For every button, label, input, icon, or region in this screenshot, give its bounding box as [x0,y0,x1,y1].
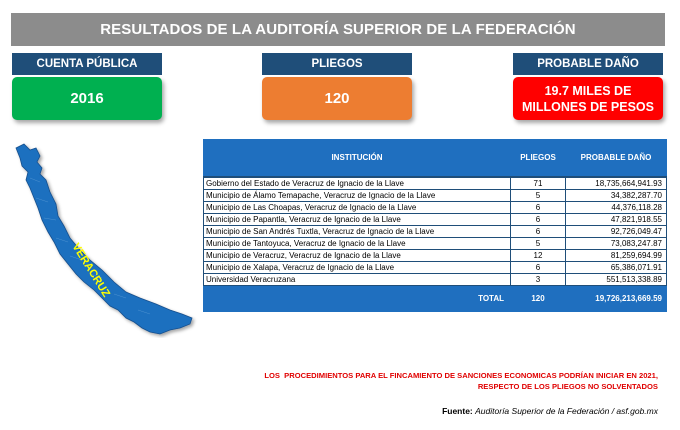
total-pliegos: 120 [511,285,566,311]
row-pliegos: 12 [511,249,566,261]
pliegos-value-text: 120 [324,90,350,107]
sanctions-notice-line1: LOS PROCEDIMIENTOS PARA EL FINCAMIENTO DE SANCIONES ECONOMICAS PODRÍAN INICIAR EN 2021, [264,371,658,380]
row-pliegos: 6 [511,201,566,213]
page-title-text: RESULTADOS DE LA AUDITORÍA SUPERIOR DE LA FEDERACIÓN [100,21,576,38]
row-institucion: Municipio de Tantoyuca, Veracruz de Ignacio de la Llave [204,237,511,249]
table-row [204,249,667,261]
results-table-container [203,139,666,312]
row-probable-dano: 47,821,918.55 [566,213,667,225]
row-pliegos: 6 [511,213,566,225]
table-row [204,237,667,249]
row-pliegos: 71 [511,177,566,190]
header-pliegos: PLIEGOS [511,140,566,177]
table-row [204,225,667,237]
row-institucion: Universidad Veracruzana [204,273,511,285]
probable-dano-value-line1: 19.7 MILES DE [544,83,632,98]
pliegos-label [262,53,412,75]
probable-dano-value [513,77,663,120]
pliegos-value [262,77,412,120]
cuenta-publica-label-text: CUENTA PÚBLICA [36,58,138,70]
header-institucion: INSTITUCIÓN [204,140,511,177]
row-pliegos: 6 [511,261,566,273]
results-table [203,139,667,312]
row-institucion: Municipio de Las Choapas, Veracruz de Ignacio de la Llave [204,201,511,213]
row-pliegos: 5 [511,237,566,249]
page-title [11,13,665,46]
total-label: TOTAL [204,285,511,311]
table-row [204,201,667,213]
probable-dano-label [513,53,663,75]
header-probable-dano: PROBABLE DAÑO [566,140,667,177]
row-probable-dano: 34,382,287.70 [566,189,667,201]
source-credit [300,406,658,416]
table-row [204,189,667,201]
cuenta-publica-value [12,77,162,120]
row-probable-dano: 81,259,694.99 [566,249,667,261]
row-probable-dano: 18,735,664,941.93 [566,177,667,190]
table-header-row [204,140,667,177]
table-row [204,177,667,190]
source-label: Fuente: [442,406,473,416]
table-row [204,213,667,225]
veracruz-map-icon [10,138,200,338]
probable-dano-label-text: PROBABLE DAÑO [537,58,639,70]
veracruz-map [10,138,200,338]
source-text: Auditoría Superior de la Federación / asf.gob.mx [475,406,658,416]
total-probable-dano: 19,726,213,669.59 [566,285,667,311]
row-institucion: Municipio de Álamo Temapache, Veracruz de Ignacio de la Llave [204,189,511,201]
row-probable-dano: 44,376,118.28 [566,201,667,213]
row-probable-dano: 73,083,247.87 [566,237,667,249]
probable-dano-value-line2: MILLONES DE PESOS [522,99,654,114]
row-institucion: Municipio de Veracruz, Veracruz de Ignacio de la Llave [204,249,511,261]
row-pliegos: 5 [511,189,566,201]
cuenta-publica-label [12,53,162,75]
sanctions-notice [200,370,658,392]
row-probable-dano: 92,726,049.47 [566,225,667,237]
row-probable-dano: 551,513,338.89 [566,273,667,285]
row-institucion: Municipio de San Andrés Tuxtla, Veracruz de Ignacio de la Llave [204,225,511,237]
row-pliegos: 3 [511,273,566,285]
row-probable-dano: 65,386,071.91 [566,261,667,273]
pliegos-label-text: PLIEGOS [311,58,363,70]
cuenta-publica-value-text: 2016 [70,90,104,107]
row-pliegos: 6 [511,225,566,237]
row-institucion: Gobierno del Estado de Veracruz de Ignacio de la Llave [204,177,511,190]
table-total-row [204,285,667,311]
row-institucion: Municipio de Papantla, Veracruz de Ignacio de la Llave [204,213,511,225]
veracruz-map-label: VERACRUZ [69,241,113,300]
table-row [204,273,667,285]
sanctions-notice-line2: RESPECTO DE LOS PLIEGOS NO SOLVENTADOS [477,382,658,391]
row-institucion: Municipio de Xalapa, Veracruz de Ignacio de la Llave [204,261,511,273]
table-row [204,261,667,273]
